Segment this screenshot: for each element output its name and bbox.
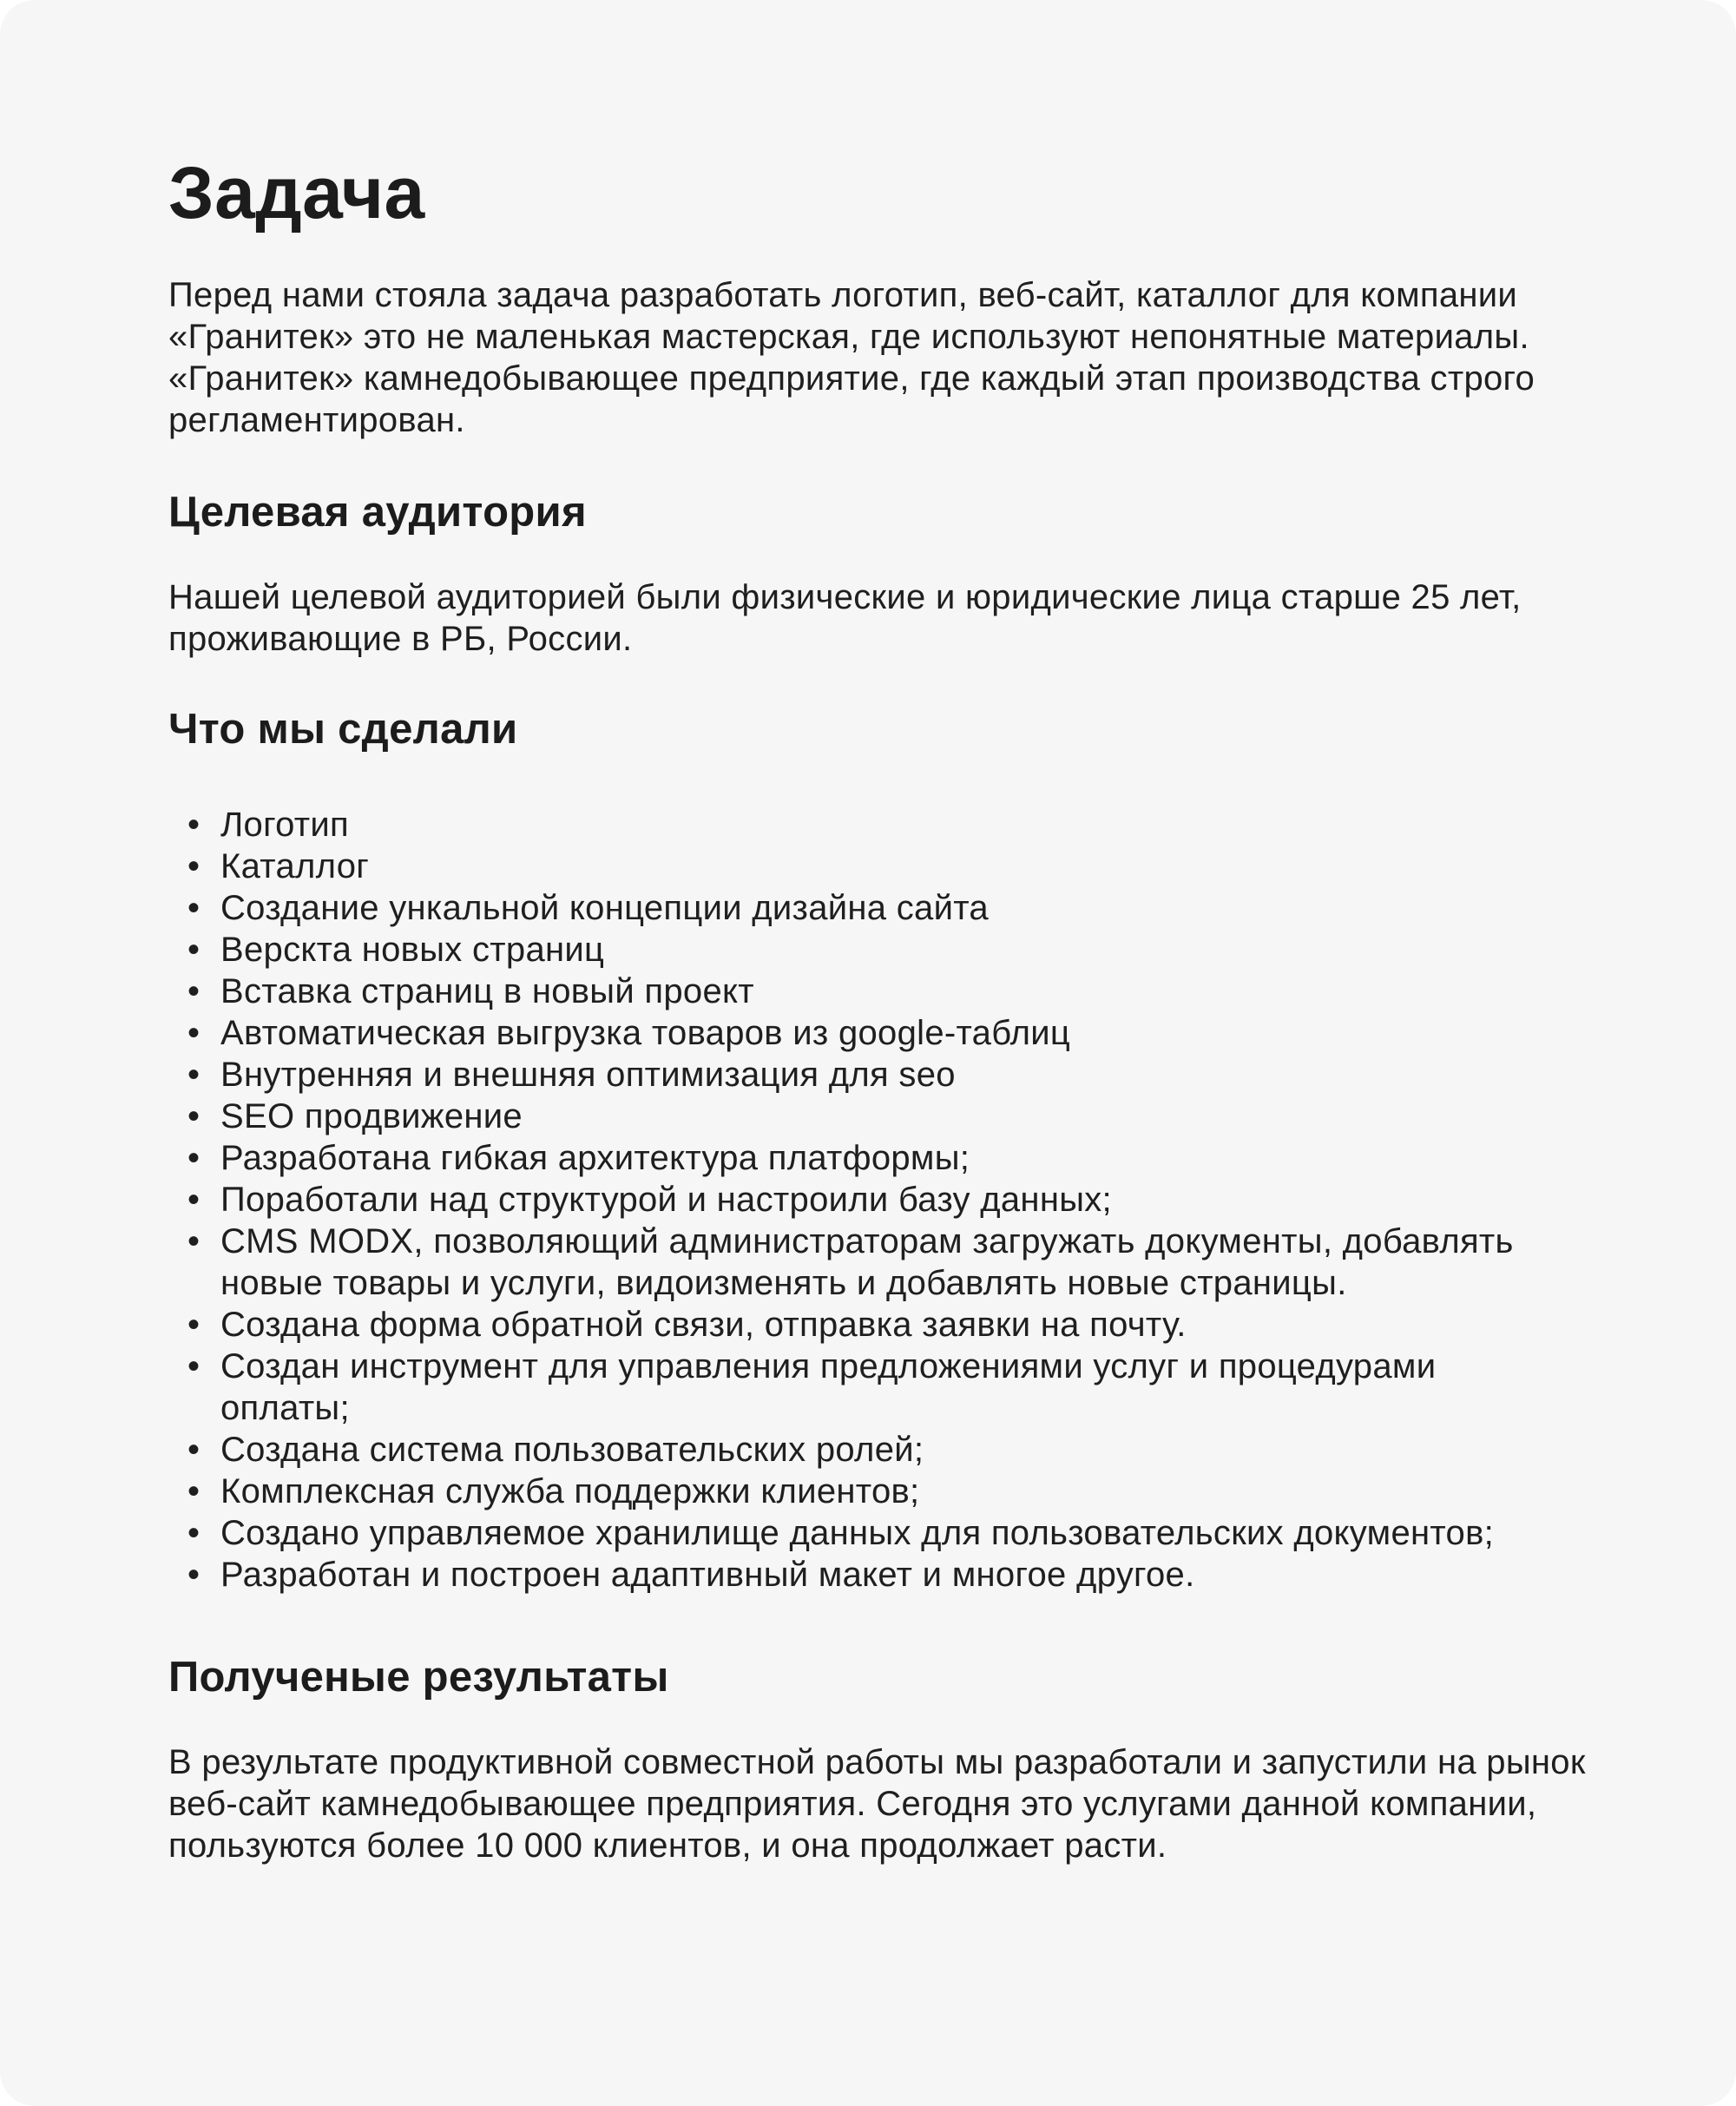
list-item-text: Комплексная служба поддержки клиентов; [220,1472,920,1510]
done-list [168,804,1575,1596]
task-paragraph: Перед нами стояла задача разработать логотип, веб-сайт, каталлог для компании «Гранитек» это не маленькая мастерская, где используют непонятные материалы. «Гранитек» камнедобывающее предприятие, где каждый этап производства строго регламентирован. [168,276,1535,439]
list-item [168,1554,1575,1596]
list-item-text: CMS MODX, позволяющий администраторам загружать документы, добавлять новые товары и услуги, видоизменять и добавлять новые страницы. [220,1222,1514,1302]
bullet-icon: • [187,806,201,844]
bullet-icon: • [187,972,201,1010]
list-item-text: Создано управляемое хранилище данных для пользовательских документов; [220,1514,1495,1552]
list-item [168,1304,1575,1346]
list-item [168,1346,1575,1429]
bullet-icon: • [187,931,201,969]
bullet-icon: • [187,1181,201,1219]
list-item [168,1512,1575,1554]
list-item-text: SEO продвижение [220,1097,523,1135]
list-item-text: Создана система пользовательских ролей; [220,1431,924,1469]
list-item-text: Верскта новых страниц [220,931,605,969]
bullet-icon: • [187,1097,201,1135]
list-item [168,1096,1575,1137]
list-item-text: Разработана гибкая архитектура платформы; [220,1139,970,1177]
list-item [168,1137,1575,1179]
bullet-icon: • [187,1472,201,1510]
bullet-icon: • [187,1306,201,1344]
list-item [168,887,1575,929]
task-heading: Задача [168,152,425,234]
list-item-text: Внутренняя и внешняя оптимизация для seo [220,1056,956,1094]
list-item [168,1179,1575,1221]
bullet-icon: • [187,1556,201,1594]
list-item [168,1429,1575,1471]
list-item-text: Создание ункальной концепции дизайна сайта [220,889,989,927]
list-item [168,804,1575,846]
list-item-text: Каталлог [220,847,370,885]
list-item [168,846,1575,887]
list-item [168,1221,1575,1304]
bullet-icon: • [187,889,201,927]
bullet-icon: • [187,1139,201,1177]
bullet-icon: • [187,1056,201,1094]
bullet-icon: • [187,1222,201,1260]
list-item [168,1054,1575,1096]
done-heading: Что мы сделали [168,706,518,753]
list-item [168,971,1575,1012]
bullet-icon: • [187,847,201,885]
results-paragraph: В результате продуктивной совместной работы мы разработали и запустили на рынок веб-сайт камнедобывающее предприятия. Сегодня это услугами данной компании, пользуются более 10 000 клиентов, и она продолжает расти. [168,1743,1586,1865]
audience-heading: Целевая аудитория [168,489,587,536]
audience-paragraph: Нашей целевой аудиторией были физические и юридические лица старше 25 лет, проживающие в РБ, России. [168,578,1522,658]
list-item-text: Вставка страниц в новый проект [220,972,754,1010]
results-heading: Полученые результаты [168,1654,669,1701]
bullet-icon: • [187,1514,201,1552]
bullet-icon: • [187,1431,201,1469]
list-item-text: Автоматическая выгрузка товаров из google-таблиц [220,1014,1071,1052]
bullet-icon: • [187,1347,201,1385]
list-item-text: Разработан и построен адаптивный макет и многое другое. [220,1556,1195,1594]
list-item-text: Создана форма обратной связи, отправка заявки на почту. [220,1306,1187,1344]
list-item-text: Поработали над структурой и настроили базу данных; [220,1181,1112,1219]
list-item [168,929,1575,971]
list-item [168,1471,1575,1512]
bullet-icon: • [187,1014,201,1052]
list-item-text: Создан инструмент для управления предложениями услуг и процедурами оплаты; [220,1347,1437,1427]
list-item-text: Логотип [220,806,349,844]
list-item [168,1012,1575,1054]
